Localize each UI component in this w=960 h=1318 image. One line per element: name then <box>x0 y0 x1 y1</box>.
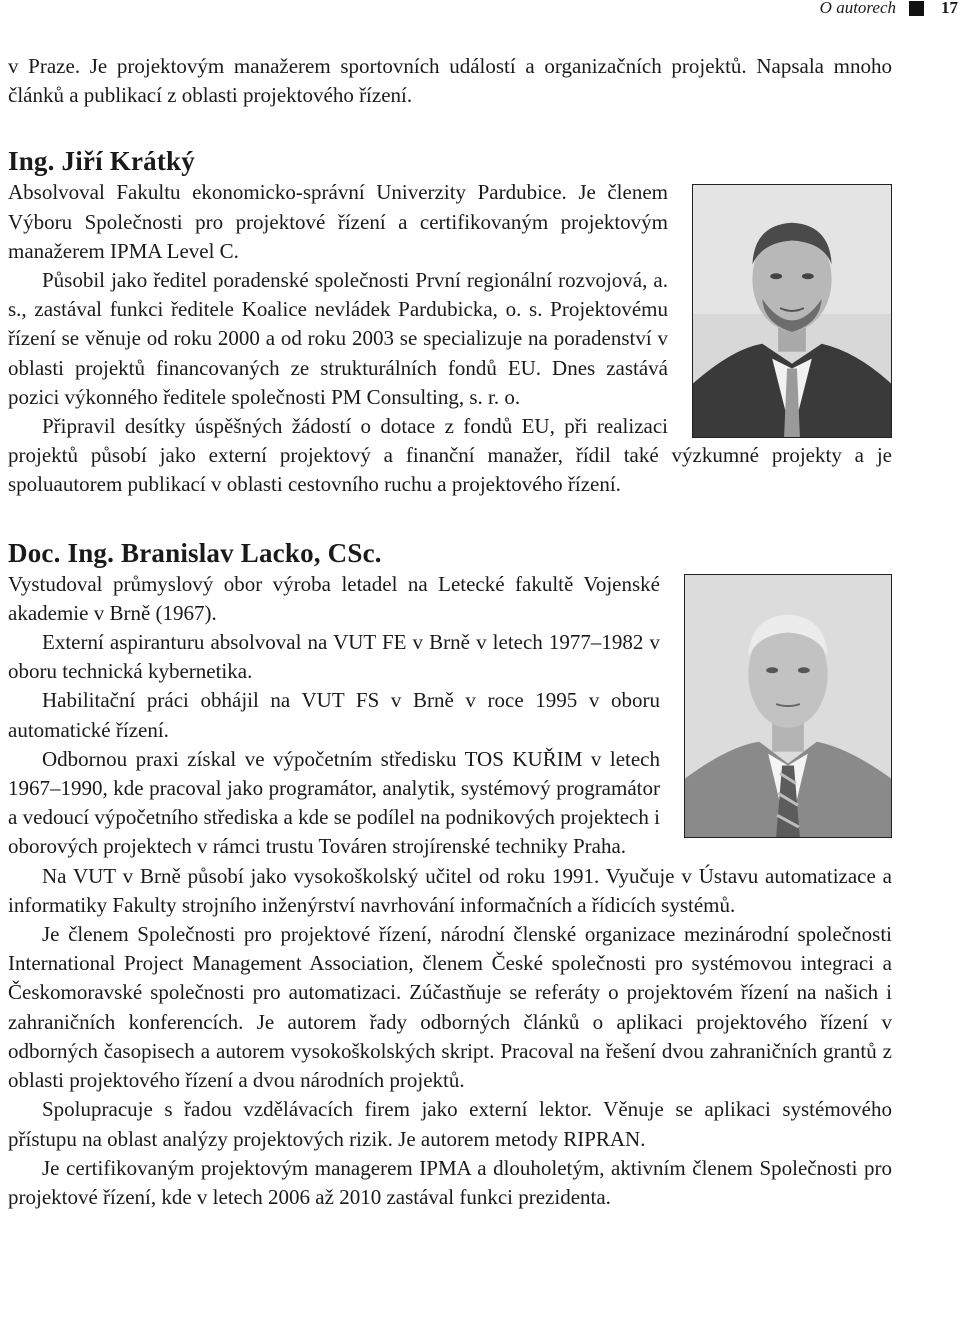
portrait-photo-kratky <box>692 184 892 438</box>
kratky-paragraph-2: Působil jako ředitel poradenské společnosti První regionální rozvojová, a. s., zastával funkci ředitele Koalice nevládek Pardubicka, o. s. Projektovému řízení se věnuje od roku 2000 a od roku 2003 se specializuje na poradenství v oblasti projektů financovaných ze strukturálních fondů EU. Dnes zastává pozici výkonného ředitele společnosti PM Consulting, s. r. o. <box>8 268 668 409</box>
kratky-paragraph-1: Absolvoval Fakultu ekonomicko-správní Univerzity Pardubice. Je členem Výboru Společnosti pro projektové řízení a certifikovaným projektovým manažerem IPMA Level C. <box>8 180 668 263</box>
running-head-title: O autorech <box>819 0 896 17</box>
author-name-kratky: Ing. Jiří Krátký <box>8 146 195 177</box>
lacko-paragraph-5: Na VUT v Brně působí jako vysokoškolský učitel od roku 1991. Vyučuje v Ústavu automatizace a informatiky Fakulty strojního inženýrství navrhování informačních a řídicích systémů. <box>8 863 892 917</box>
author-section-kratky <box>8 144 892 499</box>
page-body <box>8 52 892 1212</box>
portrait-photo-lacko <box>684 574 892 838</box>
lacko-paragraph-7: Spolupracuje s řadou vzdělávacích firem jako externí lektor. Věnuje se aplikaci systémového přístupu na oblast analýzy projektových rizik. Je autorem metody RIPRAN. <box>8 1097 892 1151</box>
lacko-paragraph-4: Odbornou praxi získal ve výpočetním středisku TOS KUŘIM v letech 1967–1990, kde pracoval jako programátor, analytik, systémový programátor a vedoucí výpočetního střediska a kde se podílel na podnikových projektech i oborových projektech v rámci trustu Továren strojírenské techniky Praha. <box>8 746 660 859</box>
kratky-paragraph-3: Připravil desítky úspěšných žádostí o dotace z fondů EU, při realizaci projektů působí jako externí projektový a finanční manažer, řídil také výzkumné projekty a je spoluautorem publikací v oblasti cestovního ruchu a projektového řízení. <box>8 414 892 497</box>
page-number: 17 <box>941 0 958 17</box>
running-head <box>0 0 960 22</box>
author-section-lacko <box>8 536 892 1212</box>
lacko-paragraph-1: Vystudoval průmyslový obor výroba letadel na Letecké fakultě Vojenské akademie v Brně (1967). <box>8 571 660 625</box>
lacko-paragraph-8: Je certifikovaným projektovým managerem IPMA a dlouholetým, aktivním členem Společnosti pro projektové řízení, kde v letech 2006 až 2010 zastával funkci prezidenta. <box>8 1155 892 1209</box>
lacko-paragraph-3: Habilitační práci obhájil na VUT FS v Brně v roce 1995 v oboru automatické řízení. <box>8 688 660 742</box>
running-head-square-marker <box>909 1 924 16</box>
lacko-paragraph-6: Je členem Společnosti pro projektové řízení, národní členské organizace mezinárodní společnosti International Project Management Association, členem České společnosti pro systémovou integraci a Českomoravské společnosti pro automatizaci. Zúčastňuje se referáty o projektovém řízení na našich i zahraničních konferencích. Je autorem řady odborných článků o aplikaci projektového řízení v odborných časopisech a autorem vysokoškolských skript. Pracoval na řešení dvou zahraničních grantů z oblasti projektového řízení a dvou národních projektů. <box>8 922 892 1093</box>
intro-fragment: v Praze. Je projektovým manažerem sportovních událostí a organizačních projektů. Napsala mnoho článků a publikací z oblasti projektového řízení. <box>8 54 892 108</box>
lacko-paragraph-2: Externí aspiranturu absolvoval na VUT FE v Brně v letech 1977–1982 v oboru technická kybernetika. <box>8 630 660 684</box>
author-name-lacko: Doc. Ing. Branislav Lacko, CSc. <box>8 537 382 568</box>
